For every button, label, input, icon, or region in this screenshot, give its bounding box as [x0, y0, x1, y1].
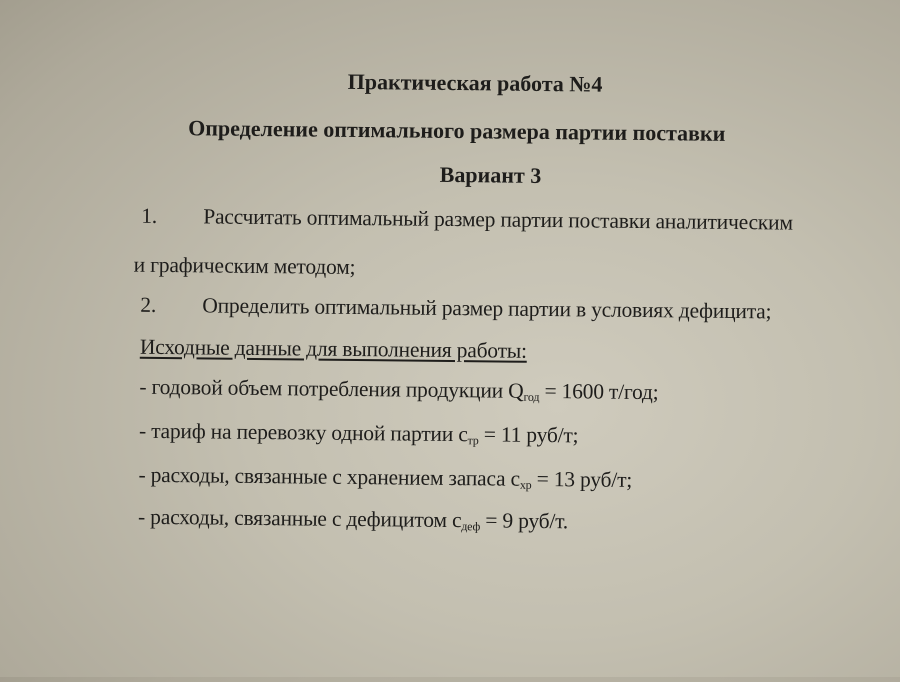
source-data-heading: Исходные данные для выполнения работы:: [139, 334, 527, 363]
source-data-item: - тариф на перевозку одной партии $с_{тр} = 11$ руб/т;: [138, 418, 579, 448]
task-2: [140, 293, 771, 325]
task-2-number: 2.: [140, 292, 157, 317]
task-1-continuation: и графическим методом;: [133, 252, 356, 280]
source-data-item: - расходы, связанные с дефицитом $с_{деф} = 9$ руб/т.: [137, 504, 569, 534]
task-2-text: Определить оптимальный размер партии в условиях дефицита;: [202, 293, 772, 324]
source-data-item: - расходы, связанные с хранением запаса $с_{хр} = 13$ руб/т;: [138, 462, 633, 492]
task-1-text: Рассчитать оптимальный размер партии поставки аналитическим: [203, 204, 793, 235]
source-data-item: - годовой объем потребления продукции $Q_{год} = 1600$ т/год;: [139, 374, 659, 405]
variant-label: Вариант 3: [439, 161, 542, 188]
task-1: [141, 204, 793, 236]
task-1-number: 1.: [141, 203, 158, 228]
document-title: Практическая работа №4: [347, 68, 603, 97]
document-subtitle: Определение оптимального размера партии поставки: [188, 115, 726, 146]
